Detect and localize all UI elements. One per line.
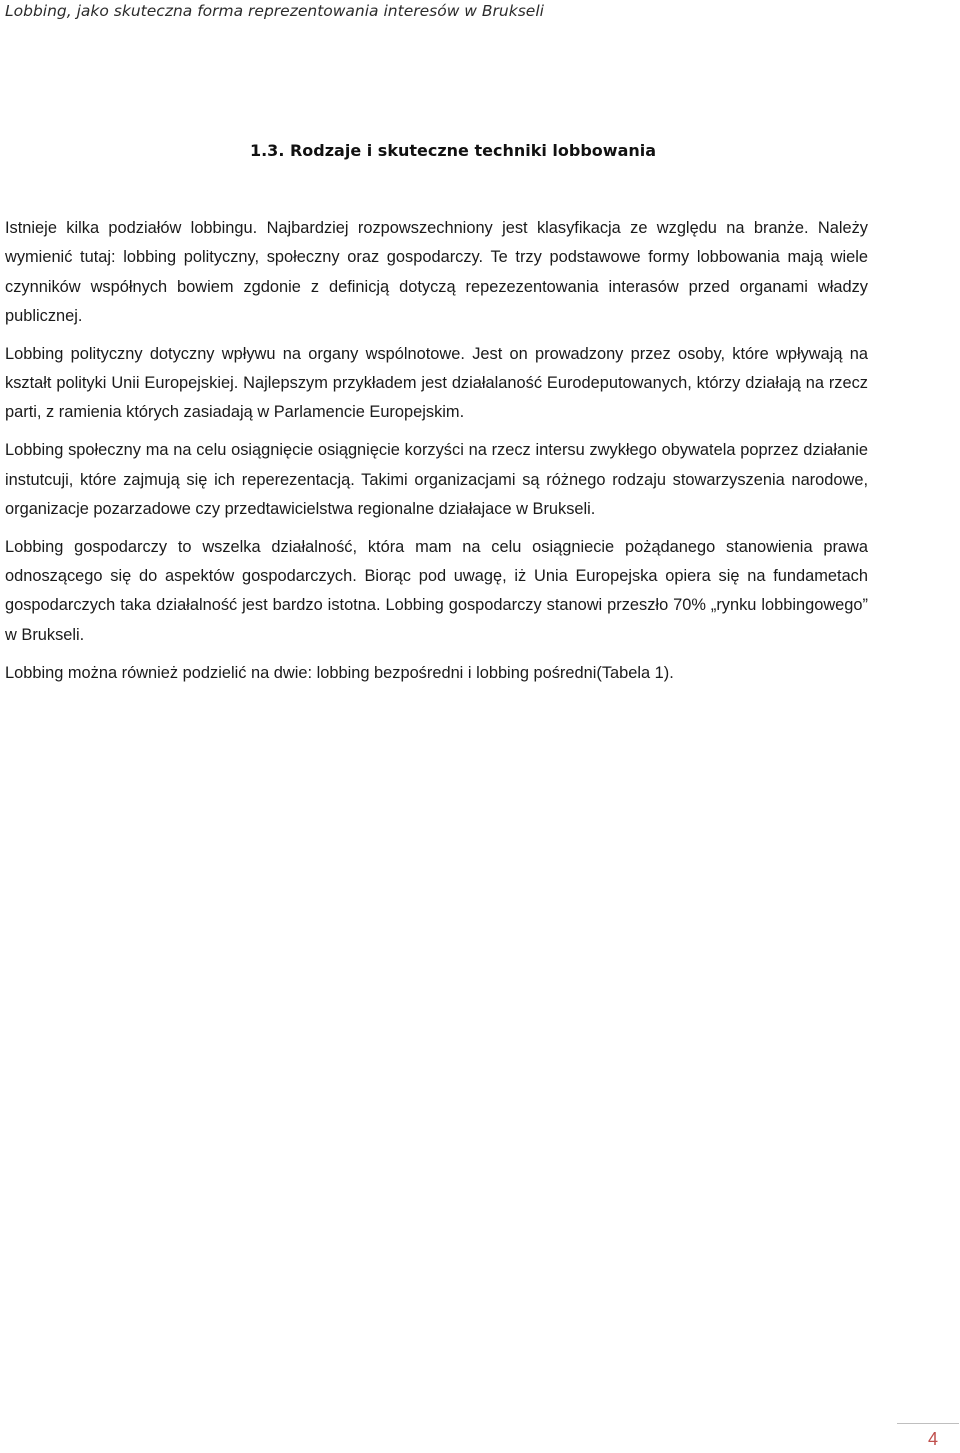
paragraph-social-lobbying: Lobbing społeczny ma na celu osiągnięcie osiągnięcie korzyści na rzecz intersu zwykłego obywatela poprzez działanie instutcuji, które zajmują się ich reperezentacją. Takimi organizacjami są różnego rodzaju stowarzyszenia narodowe, organizacje pozarzadowe czy przedtawicielstwa regionalne działajace w Brukseli.: [5, 441, 868, 518]
paragraph-classification: Istnieje kilka podziałów lobbingu. Najbardziej rozpowszechniony jest klasyfikacja ze względu na branże. Należy wymienić tutaj: lobbing polityczny, społeczny oraz gospodarczy. Te trzy podstawowe formy lobbowania mają wiele czynników współnych bowiem zgdonie z definicją dotyczą repezezentowania interasów przed organami władzy publicznej.: [5, 219, 868, 325]
section-heading: 1.3. Rodzaje i skuteczne techniki lobbowania: [249, 141, 657, 160]
page-number: 4: [927, 1429, 938, 1449]
paragraph-economic-lobbying: Lobbing gospodarczy to wszelka działalność, która mam na celu osiągniecie pożądanego stanowienia prawa odnoszącego się do aspektów gospodarczych. Biorąc pod uwagę, iż Unia Europejska opiera się na fundametach gospodarczych taka działalność jest bardzo istotna. Lobbing gospodarczy stanowi przeszło 70% „rynku lobbingowego” w Brukseli.: [5, 537, 868, 644]
body-text: [5, 214, 868, 696]
paragraph-political-lobbying: Lobbing polityczny dotyczny wpływu na organy wspólnotowe. Jest on prowadzony przez osoby, które wpływają na kształt polityki Unii Europejskiej. Najlepszym przykładem jest działalaność Eurodeputowanych, którzy działają na rzecz parti, z ramienia których zasiadają w Parlamencie Europejskim.: [5, 344, 868, 422]
running-header: Lobbing, jako skuteczna forma reprezentowania interesów w Brukseli: [5, 2, 544, 20]
paragraph-direct-indirect: Lobbing można również podzielić na dwie: lobbing bezpośredni i lobbing pośredni(Tabela 1).: [5, 663, 674, 682]
footer-rule: [897, 1423, 959, 1424]
